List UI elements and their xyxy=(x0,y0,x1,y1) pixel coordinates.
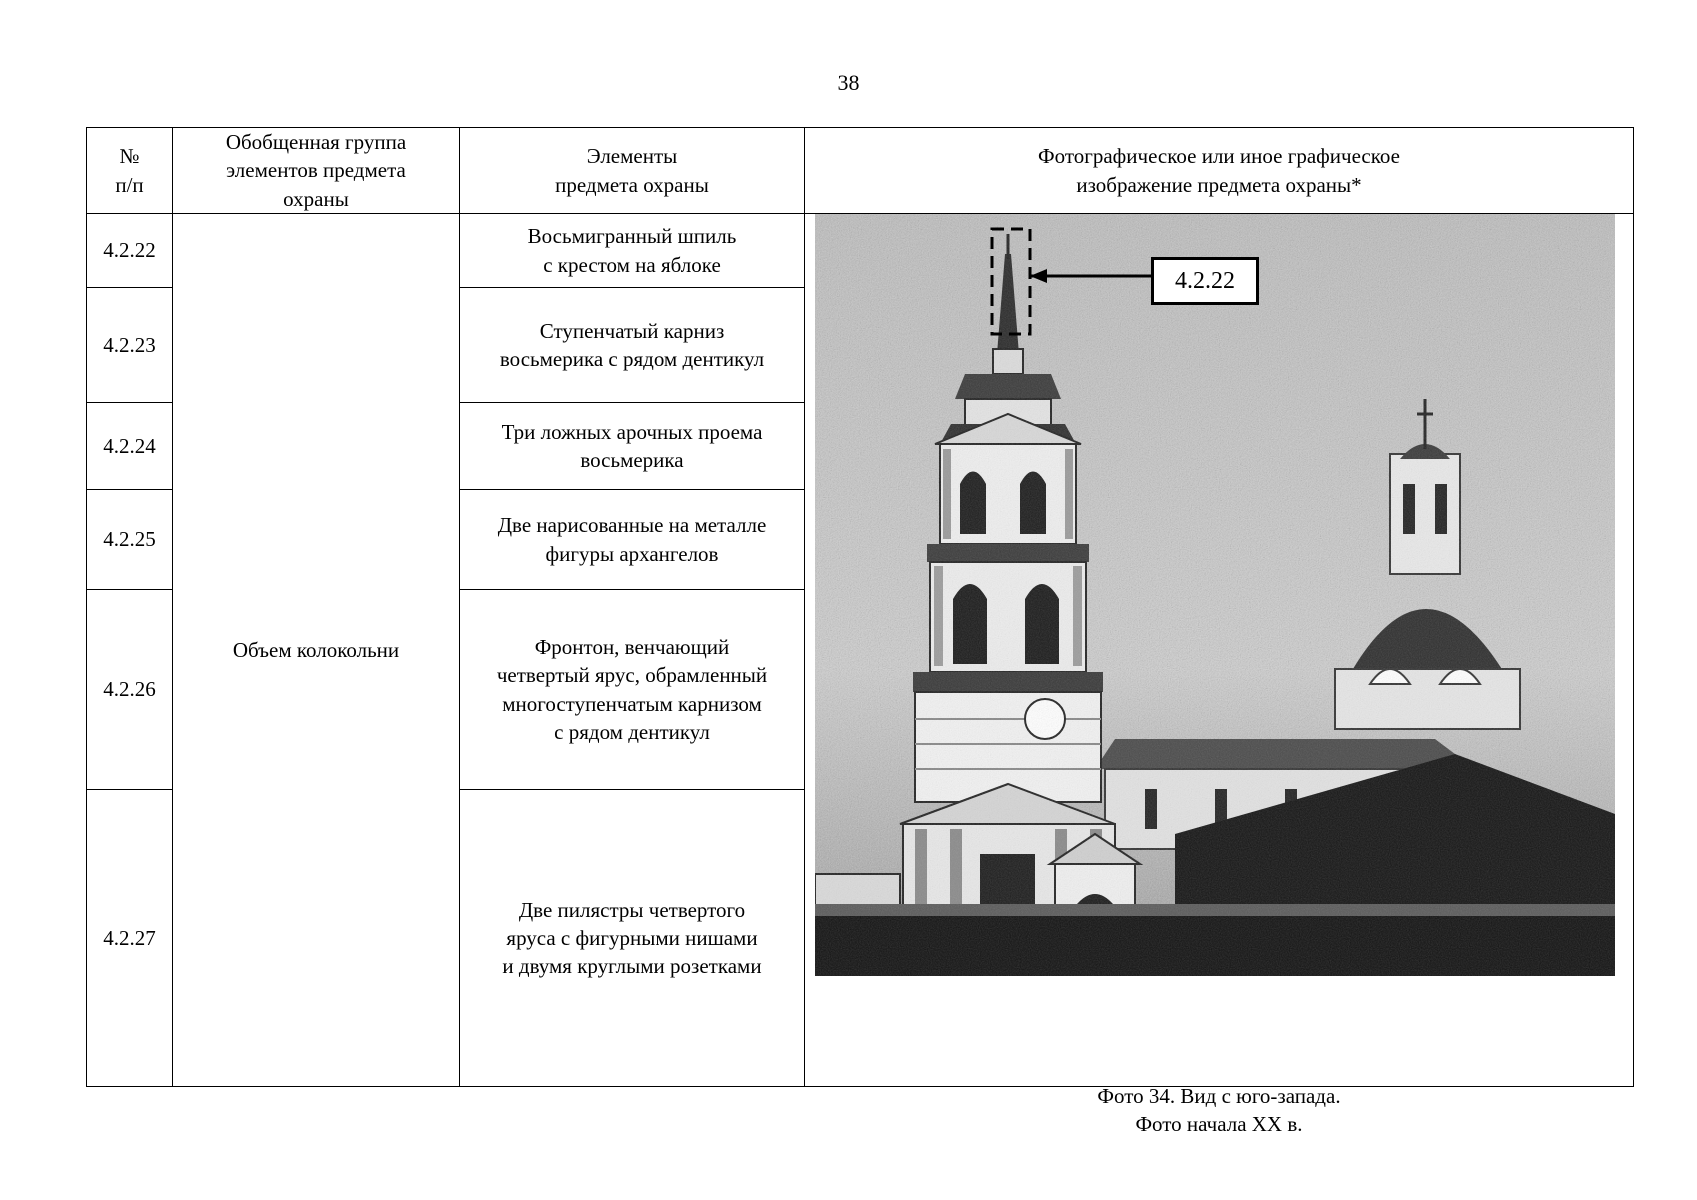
row-number: 4.2.24 xyxy=(87,403,173,490)
element-line: Две нарисованные на металле xyxy=(497,513,767,538)
table-header-row xyxy=(87,128,1634,214)
row-number: 4.2.23 xyxy=(87,288,173,403)
table-row xyxy=(87,214,1634,288)
photo-wrap xyxy=(805,214,1633,1137)
element-line: Две пилястры четвертого xyxy=(518,897,746,922)
element-line: Восьмигранный шпиль xyxy=(527,224,737,249)
row-number: 4.2.27 xyxy=(87,790,173,1087)
header-line: предмета охраны xyxy=(555,172,709,197)
element-line: яруса с фигурными нишами xyxy=(506,925,758,950)
element-line: восьмерика xyxy=(580,448,684,473)
church-photo xyxy=(815,214,1615,976)
row-number: 4.2.26 xyxy=(87,590,173,790)
row-number: 4.2.25 xyxy=(87,490,173,590)
element-line: фигуры архангелов xyxy=(545,541,719,566)
row-number: 4.2.22 xyxy=(87,214,173,288)
element-line: Ступенчатый карниз xyxy=(539,318,725,343)
header-elements xyxy=(460,128,805,214)
element-line: и двумя круглыми розетками xyxy=(502,954,762,979)
callout-label: 4.2.22 xyxy=(1151,257,1259,305)
header-line: Элементы xyxy=(586,144,678,169)
header-line: элементов предмета xyxy=(226,158,406,183)
header-line: Фотографическое или иное графическое xyxy=(1038,144,1400,169)
caption-line: Фото 34. Вид с юго-запада. xyxy=(1097,1084,1341,1109)
element-line: многоступенчатым карнизом xyxy=(502,691,762,716)
element-cell xyxy=(460,490,805,590)
element-cell xyxy=(460,288,805,403)
header-photo xyxy=(805,128,1634,214)
protection-table xyxy=(86,127,1634,1137)
element-line: четвертый ярус, обрамленный xyxy=(496,663,768,688)
element-cell xyxy=(460,590,805,790)
header-line: охраны xyxy=(283,186,349,211)
element-line: Фронтон, венчающий xyxy=(534,634,730,659)
element-line: с рядом дентикул xyxy=(554,719,710,744)
header-line: № xyxy=(119,144,140,169)
header-line: Обобщенная группа xyxy=(225,130,407,154)
element-line: восьмерика с рядом дентикул xyxy=(499,347,765,372)
header-group xyxy=(173,128,460,214)
group-cell: Объем колокольни xyxy=(173,214,460,1087)
element-line: с крестом на яблоке xyxy=(543,252,721,277)
page-number: 38 xyxy=(837,70,860,95)
header-line: изображение предмета охраны* xyxy=(1076,172,1362,197)
photo-cell xyxy=(805,214,1634,1137)
photo-caption xyxy=(805,1082,1633,1139)
element-cell xyxy=(460,790,805,1087)
caption-line: Фото начала XX в. xyxy=(1135,1112,1303,1137)
element-cell xyxy=(460,214,805,288)
element-line: Три ложных арочных проема xyxy=(501,419,763,444)
header-line: п/п xyxy=(115,172,144,197)
element-cell xyxy=(460,403,805,490)
header-num xyxy=(87,128,173,214)
